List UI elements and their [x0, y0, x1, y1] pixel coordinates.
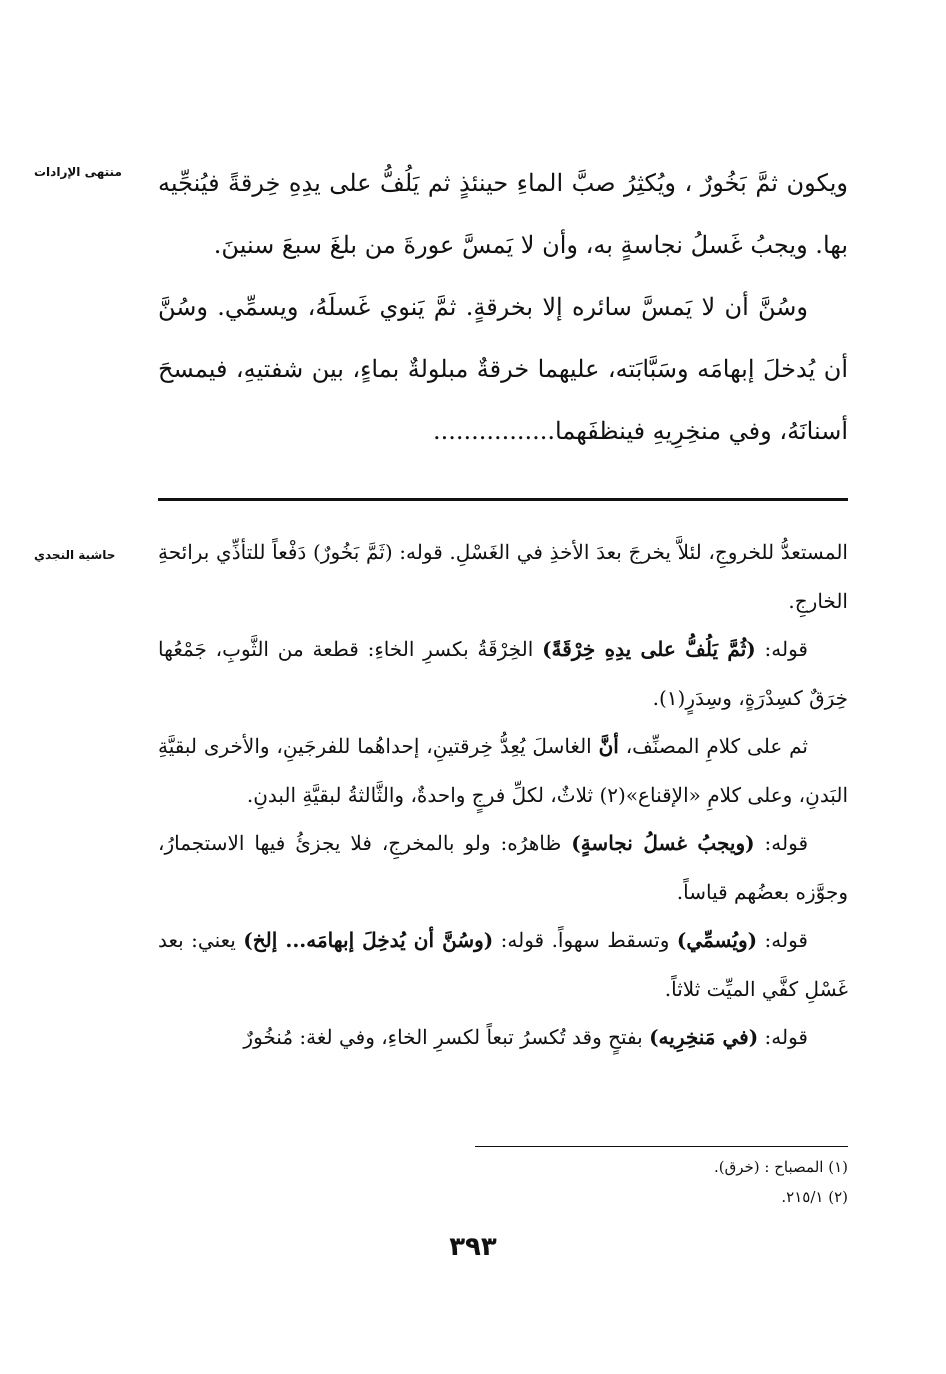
commentary-p3-emphasis: أنَّ [598, 734, 619, 758]
commentary-p4-text: ظاهرُه: ولو بالمخرجِ، فلا يجزئُ فيها الاستجمارُ، وجوَّزه بعضُهم قياساً. [158, 831, 848, 904]
commentary-paragraph-3 [158, 722, 848, 819]
commentary-paragraph-6 [158, 1013, 848, 1062]
commentary-p3-prefix: ثم على كلامِ المصنِّف، [618, 734, 808, 758]
main-paragraph-1: ويكون ثمَّ بَخُورٌ ، ويُكثِرُ صبَّ الماءِ حينئذٍ ثم يَلُفُّ على يدِهِ خِرقةً فيُنجِّيه بها. ويجبُ غَسلُ نجاسةٍ به، وأن لا يَمسَّ عورةَ من بلغَ سبعَ سنينَ. [158, 169, 848, 259]
commentary-p2-quote: (ثُمَّ يَلُفُّ على يدِهِ خِرْقَةً) [542, 637, 756, 661]
footnote-1: (١) المصباح : (خرق). [714, 1158, 848, 1176]
commentary-p6-quote: (في مَنخِرِيه) [649, 1025, 759, 1049]
commentary-p4-quote: (ويجبُ غسلُ نجاسةٍ) [571, 831, 755, 855]
section-divider [158, 498, 848, 501]
commentary-paragraph-5 [158, 916, 848, 1013]
side-label-main-text: منتهى الإرادات [34, 165, 122, 179]
commentary-paragraph-2 [158, 625, 848, 722]
commentary-text [158, 528, 848, 1062]
commentary-p5-text: يعني: بعد غَسْلِ كفَّي الميِّت ثلاثاً. [158, 928, 848, 1001]
commentary-p5-quote-2: (وسُنَّ أن يُدخِلَ إبهامَه... إلخ) [243, 928, 494, 952]
commentary-p6-prefix: قوله: [758, 1025, 808, 1049]
footnote-2: (٢) ٢١٥/١. [781, 1188, 848, 1206]
footnote-divider [475, 1146, 848, 1147]
footnotes [475, 1152, 848, 1212]
commentary-p2-prefix: قوله: [755, 637, 808, 661]
commentary-paragraph-1: المستعدُّ للخروجِ، لئلاَّ يخرجَ بعدَ الأخذِ في الغَسْلِ. قوله: (ثَمَّ بَخُورٌ) دَفْعاً للتأذِّي برائحةِ الخارجِ. [158, 540, 848, 613]
commentary-p5-prefix: قوله: [757, 928, 808, 952]
page-number: ٣٩٣ [449, 1232, 497, 1262]
commentary-p6-text: بفتحٍ وقد تُكسرُ تبعاً لكسرِ الخاءِ، وفي لغة: مُنخُورٌ [243, 1025, 650, 1049]
commentary-p5-middle: وتسقط سهواً. قوله: [493, 928, 677, 952]
main-text [158, 152, 848, 462]
commentary-p4-prefix: قوله: [754, 831, 809, 855]
side-label-commentary: حاشية النجدي [34, 548, 116, 562]
commentary-p2-text: الخِرْقَةُ بكسرِ الخاءِ: قطعة من الثَّوبِ، جَمْعُها خِرَقٌ كسِدْرَةٍ، وسِدَرٍ(١). [158, 637, 848, 710]
main-paragraph-2: وسُنَّ أن لا يَمسَّ سائره إلا بخرقةٍ. ثمَّ يَنوي غَسلَهُ، ويسمِّي. وسُنَّ أن يُدخلَ إبهامَه وسَبَّابَته، عليهما خرقةٌ مبلولةٌ بماءٍ، بين شفتيهِ، فيمسحَ أسنانَهُ، وفي منخِرِيهِ فينظفَهما................ [158, 293, 848, 445]
commentary-p3-text: الغاسلَ يُعِدُّ خِرقتينِ، إحداهُما للفرجَينِ، والأخرى لبقيَّةِ البَدنِ، وعلى كلامِ «الإقناع»(٢) ثلاثٌ، لكلِّ فرجٍ واحدةٌ، والثَّالثةُ لبقيَّةِ البدنِ. [158, 734, 848, 807]
commentary-p5-quote-1: (ويُسمِّي) [676, 928, 758, 952]
commentary-paragraph-4 [158, 819, 848, 916]
